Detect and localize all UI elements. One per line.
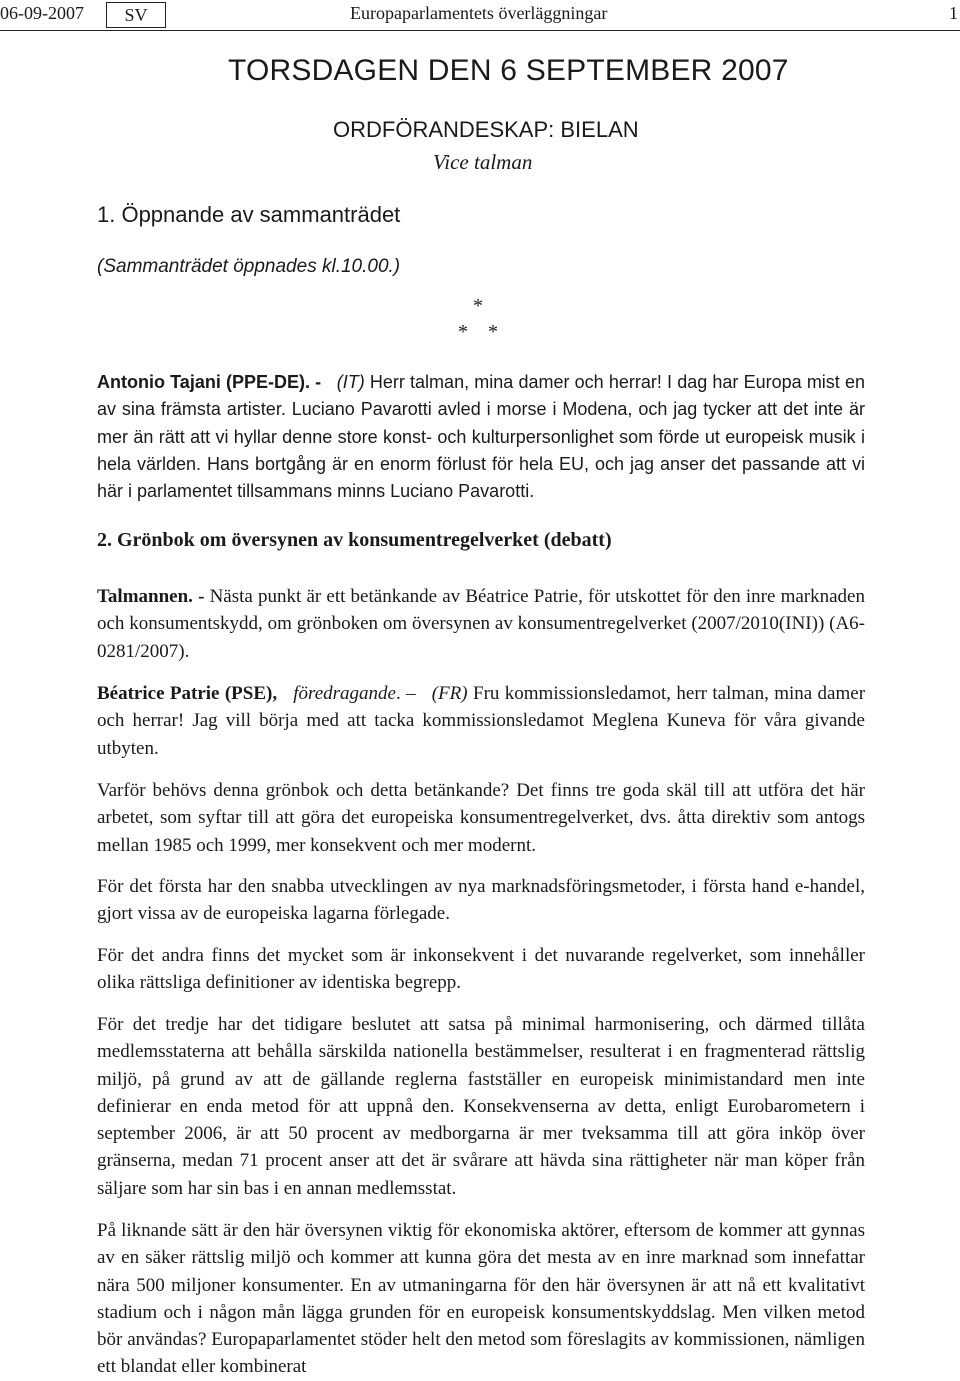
day-title: TORSDAGEN DEN 6 SEPTEMBER 2007 <box>228 54 789 87</box>
opened-note: (Sammanträdet öppnades kl.10.00.) <box>97 256 401 277</box>
section-1-title: 1. Öppnande av sammanträdet <box>97 202 401 227</box>
separator-star-top: * <box>473 295 483 317</box>
section-separator <box>448 293 508 345</box>
section-2-title: 2. Grönbok om översynen av konsumentregelverket (debatt) <box>97 529 612 551</box>
header-title: Europaparlamentets överläggningar <box>350 3 608 23</box>
lang-tag-it: (IT) <box>336 372 365 392</box>
paragraph-forsta: För det första har den snabba utvecklingen av nya marknadsföringsmetoder, i första hand e-handel, gjort vissa av de europeiska lagarna förlegade. <box>97 876 865 925</box>
patrie-text: Fru kommissionsledamot, herr talman, mina damer och herrar! Jag vill börja med att tacka kommissionsledamot Meglena Kuneva för våra givande utbyten. <box>97 683 866 759</box>
paragraph-andra: För det andra finns det mycket som är inkonsekvent i det nuvarande regelverket, som innehåller olika rättsliga definitioner av identiska begrepp. <box>97 945 865 994</box>
page-header <box>0 0 960 31</box>
page-number: 1 <box>949 3 958 23</box>
speaker-tajani: Antonio Tajani (PPE-DE). - <box>97 372 322 392</box>
separator-stars-bottom: * * <box>458 321 498 343</box>
paragraph-tajani <box>97 369 865 505</box>
vice-title: Vice talman <box>433 150 533 174</box>
talman-text: Nästa punkt är ett betänkande av Béatrice Patrie, för utskottet för den inre marknaden och konsumentskydd, om grönboken om översynen av konsumentregelverket (2007/2010(INI)) (A6-0281/2007). <box>97 586 865 662</box>
lang-tag-fr: (FR) <box>431 683 468 704</box>
patrie-dash: . – <box>395 683 416 704</box>
patrie-role: föredragande <box>293 683 396 704</box>
tajani-text: Herr talman, mina damer och herrar! I dag har Europa mist en av sina främsta artister. Luciano Pavarotti avled i morse i Modena, och jag tycker att det inte är mer än rätt att vi hyllar denne store konst- och kulturpersonlighet som förde ut europeisk musik i hela världen. Hans bortgång är en enorm förlust för hela EU, och jag anser det passande att vi här i parlamentet tillsammans minns Luciano Pavarotti. <box>97 372 866 502</box>
speaker-talman: Talmannen. - <box>97 586 205 607</box>
paragraph-liknande: På liknande sätt är den här översynen viktig för ekonomiska aktörer, eftersom de kommer att gynnas av en säker rättslig miljö och kommer att kunna göra det mesta av en inre marknad som innefattar nära 500 miljoner konsumenter. En av utmaningarna för den här översynen är att nå ett kvalitativt stadium och i någon mån lägga grunden för en europeisk konsumentskyddslag. Men vilken metod bör användas? Europaparlamentet stöder helt den metod som föreslagits av kommissionen, nämligen ett blandat eller kombinerat <box>97 1220 865 1378</box>
paragraph-varfor: Varför behövs denna grönbok och detta betänkande? Det finns tre goda skäl till att utföra det här arbetet, som syftar till att göra det europeiska konsumentregelverket, dvs. åtta direktiv som antogs mellan 1985 och 1999, mer konsekvent och mer modernt. <box>97 780 865 856</box>
paragraph-talman <box>97 583 865 665</box>
speaker-patrie: Béatrice Patrie (PSE), <box>97 683 278 704</box>
chair-heading: ORDFÖRANDESKAP: BIELAN <box>333 117 639 142</box>
paragraph-tredje: För det tredje har det tidigare beslutet att satsa på minimal harmonisering, och därmed tillåta medlemsstaterna att behålla särskilda nationella bestämmelser, resulterat i en fragmenterad rättslig miljö, på grund av att de gällande reglerna fastställer en europeisk minimistandard men inte definierar en enda metod för att uppnå den. Konsekvenserna av detta, enligt Eurobarometern i september 2006, är att 50 procent av medborgarna är mer tveksamma till att göra inköp över gränserna, medan 71 procent anser att det är svårare att hävda sina rättigheter när man köper från säljare som har sin bas i en annan medlemsstat. <box>97 1014 865 1199</box>
header-date: 06-09-2007 <box>0 3 84 23</box>
paragraph-patrie <box>97 680 865 762</box>
language-badge: SV <box>106 2 166 28</box>
